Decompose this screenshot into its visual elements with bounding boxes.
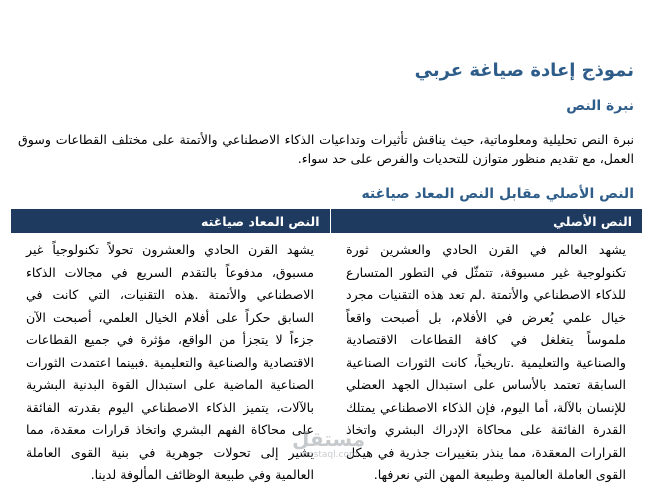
original-text-cell: يشهد العالم في القرن الحادي والعشرين ثورة تكنولوجية غير مسبوقة، تتمثّل في التطور المتسارع للذكاء الاصطناعي والأتمتة .لم تعد هذه التقنيات مجرد خيال علمي يُعرض في الأفلام، بل أصبحت واقعاً ملموساً يتغلغل في كافة القطاعات الاقتصادية والصناعية والتعليمية .تاريخياً، كانت الثورات الصناعية السابقة تعتمد بالأساس على استبدال الجهد العضلي للإنسان بالآلة، أما اليوم، فإن الذكاء الاصطناعي يمتلك القدرة الفائقة على محاكاة الإدراك البشري واتخاذ القرارات المعقدة، مما ينذر بتغييرات جذرية في هيكل القوى العاملة العالمية وطبيعة المهن التي نعرفها. bbox=[346, 242, 626, 482]
tone-paragraph: نبرة النص تحليلية ومعلوماتية، حيث يناقش تأثيرات وتداعيات الذكاء الاصطناعي والأتمتة على مختلف القطاعات وسوق العمل، مع تقديم منظور متوازن للتحديات والفرص على حد سواء. bbox=[18, 132, 634, 166]
table-header-row bbox=[10, 209, 642, 233]
tone-heading: نبرة النص bbox=[566, 98, 634, 114]
comparison-table bbox=[10, 209, 643, 487]
header-original: النص الأصلي bbox=[330, 209, 642, 233]
comparison-heading: النص الأصلي مقابل النص المعاد صياغته bbox=[361, 186, 634, 202]
watermark-url: mostaql.com bbox=[299, 450, 358, 460]
watermark-logo: مستقل bbox=[292, 427, 366, 451]
document-title: نموذج إعادة صياغة عربي bbox=[414, 60, 634, 81]
header-rewritten: النص المعاد صياغته bbox=[10, 209, 330, 233]
table-row bbox=[10, 233, 642, 487]
rewritten-text-cell: يشهد القرن الحادي والعشرون تحولاً تكنولوجياً غير مسبوق، مدفوعاً بالتقدم السريع في مجالات الذكاء الاصطناعي والأتمتة .هذه التقنيات، التي كانت في السابق حكراً على أفلام الخيال العلمي، أصبحت الآن جزءاً لا يتجزأ من الواقع، مؤثرة في جميع القطاعات الاقتصادية والصناعية والتعليمية .فبينما اعتمدت الثورات الصناعية الماضية على استبدال القوة البدنية البشرية بالآلات، يتميز الذكاء الاصطناعي اليوم بقدرته الفائقة على محاكاة الفهم البشري واتخاذ قرارات معقدة، مما يشير إلى تحولات جوهرية في بنية القوى العاملة العالمية وفي طبيعة الوظائف المألوفة لدينا. bbox=[26, 242, 314, 482]
